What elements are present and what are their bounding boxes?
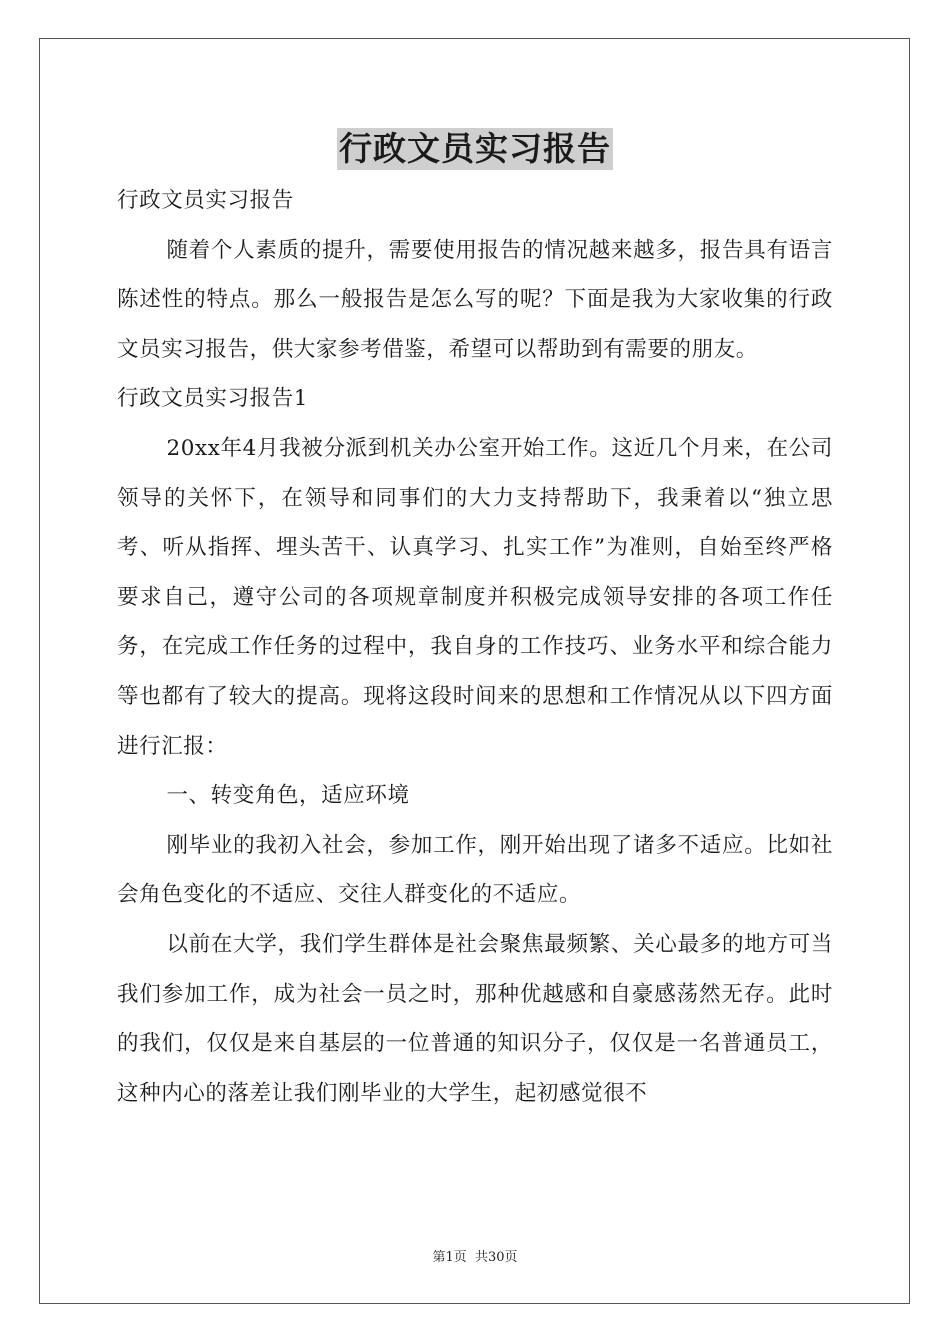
title-container — [0, 128, 950, 170]
document-body — [117, 176, 833, 1118]
document-title: 行政文员实习报告 — [339, 129, 611, 168]
paragraph: 刚毕业的我初入社会，参加工作，刚开始出现了诸多不适应。比如社会角色变化的不适应、交往人群变化的不适应。 — [117, 832, 833, 908]
paragraph: 行政文员实习报告1 — [117, 386, 309, 412]
paragraph: 以前在大学，我们学生群体是社会聚焦最频繁、关心最多的地方可当我们参加工作，成为社会一员之时，那种优越感和自豪感荡然无存。此时的我们，仅仅是来自基层的一位普通的知识分子，仅仅是一名普通员工，这种内心的落差让我们刚毕业的大学生，起初感觉很不 — [117, 931, 833, 1106]
total-pages-label: 共30页 — [474, 1250, 518, 1265]
current-page-label: 第1页 — [432, 1250, 467, 1265]
page-footer — [0, 1246, 950, 1265]
section-heading: 一、转变角色，适应环境 — [166, 783, 410, 809]
paragraph: 随着个人素质的提升，需要使用报告的情况越来越多，报告具有语言陈述性的特点。那么一般报告是怎么写的呢？下面是我为大家收集的行政文员实习报告，供大家参考借鉴，希望可以帮助到有需要的朋友。 — [117, 237, 833, 362]
paragraph: 行政文员实习报告 — [117, 188, 294, 213]
paragraph: 20xx年4月我被分派到机关办公室开始工作。这近几个月来，在公司领导的关怀下，在领导和同事们的大力支持帮助下，我秉着以“独立思考、听从指挥、埋头苦干、认真学习、扎实工作”为准则，自始至终严格要求自己，遵守公司的各项规章制度并积极完成领导安排的各项工作任务，在完成工作任务的过程中，我自身的工作技巧、业务水平和综合能力等也都有了较大的提高。现将这段时间来的思想和工作情况从以下四方面进行汇报： — [117, 435, 833, 759]
